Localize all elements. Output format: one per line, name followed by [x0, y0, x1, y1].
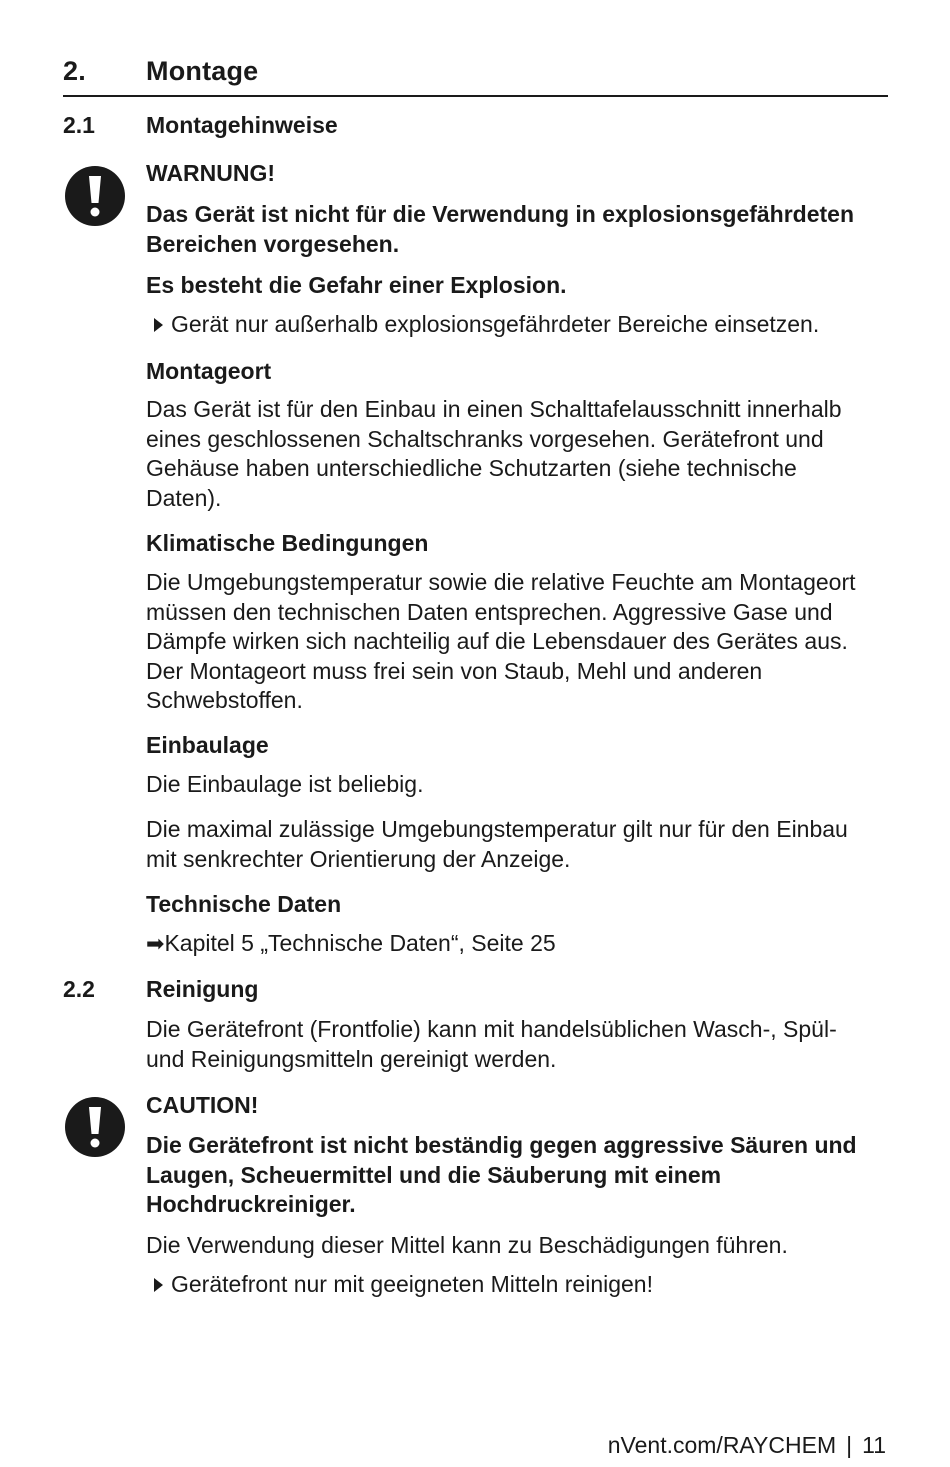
reinigung-text: Die Gerätefront (Frontfolie) kann mit handelsüblichen Wasch-, Spül- und Reinigungsmitteln gereinigt werden. — [146, 1016, 837, 1072]
montageort-heading: Montageort — [146, 358, 272, 384]
warning-label: WARNUNG! — [146, 160, 276, 186]
caution-label: CAUTION! — [146, 1092, 259, 1118]
page-number: 11 — [862, 1432, 886, 1458]
warning-action: Gerät nur außerhalb explosionsgefährdeter Bereiche einsetzen. — [171, 311, 820, 337]
arrow-right-icon: ➡ — [146, 931, 165, 956]
techdaten-reference — [146, 929, 888, 959]
einbaulage-text-1: Die Einbaulage ist beliebig. — [146, 771, 424, 797]
warning-action-item — [146, 310, 888, 340]
warning-danger: Es besteht die Gefahr einer Explosion. — [146, 272, 567, 298]
subsection-title-2-2: Reinigung — [146, 976, 259, 1002]
subsection-title-2-1: Montagehinweise — [146, 112, 338, 138]
caution-headline: Die Gerätefront ist nicht beständig gegen aggressive Säuren und Laugen, Scheuermittel und die Säuberung mit einem Hochdruckreiniger. — [146, 1132, 857, 1217]
montageort-text: Das Gerät ist für den Einbau in einen Schalttafelausschnitt innerhalb eines geschlossenen Schaltschranks vorgesehen. Gerätefront und Gehäuse haben unterschiedliche Schutzarten (siehe technische Daten). — [146, 396, 842, 511]
caution-action: Gerätefront nur mit geeigneten Mitteln reinigen! — [171, 1271, 653, 1297]
section-title: Montage — [146, 56, 259, 86]
footer-site-link[interactable]: nVent.com/RAYCHEM — [607, 1432, 837, 1458]
bullet-triangle-icon — [154, 318, 163, 332]
klima-heading: Klimatische Bedingungen — [146, 530, 429, 556]
caution-exclamation-icon — [64, 1096, 126, 1158]
einbaulage-text-2: Die maximal zulässige Umgebungstemperatur gilt nur für den Einbau mit senkrechter Orientierung der Anzeige. — [146, 816, 848, 872]
bullet-triangle-icon — [154, 1278, 163, 1292]
section-number: 2. — [63, 56, 86, 86]
einbaulage-heading: Einbaulage — [146, 732, 269, 758]
subsection-number-2-2: 2.2 — [63, 976, 95, 1002]
warning-headline: Das Gerät ist nicht für die Verwendung in explosionsgefährdeten Bereichen vorgesehen. — [146, 201, 855, 257]
section-divider — [63, 95, 888, 97]
techdaten-link[interactable]: Kapitel 5 „Technische Daten“, Seite 25 — [164, 930, 556, 956]
page-footer — [608, 1432, 886, 1459]
warning-exclamation-icon — [64, 165, 126, 227]
subsection-number-2-1: 2.1 — [63, 112, 95, 138]
klima-text: Die Umgebungstemperatur sowie die relative Feuchte am Montageort müssen den technischen Daten entsprechen. Aggressive Gase und Dämpfe wirken sich nachteilig auf die Lebensdauer des Gerätes aus. Der Montageort muss frei sein von Staub, Mehl und anderen Schwebstoffen. — [146, 569, 856, 713]
caution-consequence: Die Verwendung dieser Mittel kann zu Beschädigungen führen. — [146, 1232, 788, 1258]
footer-separator: | — [846, 1432, 853, 1458]
techdaten-heading: Technische Daten — [146, 891, 342, 917]
caution-action-item — [146, 1270, 888, 1300]
